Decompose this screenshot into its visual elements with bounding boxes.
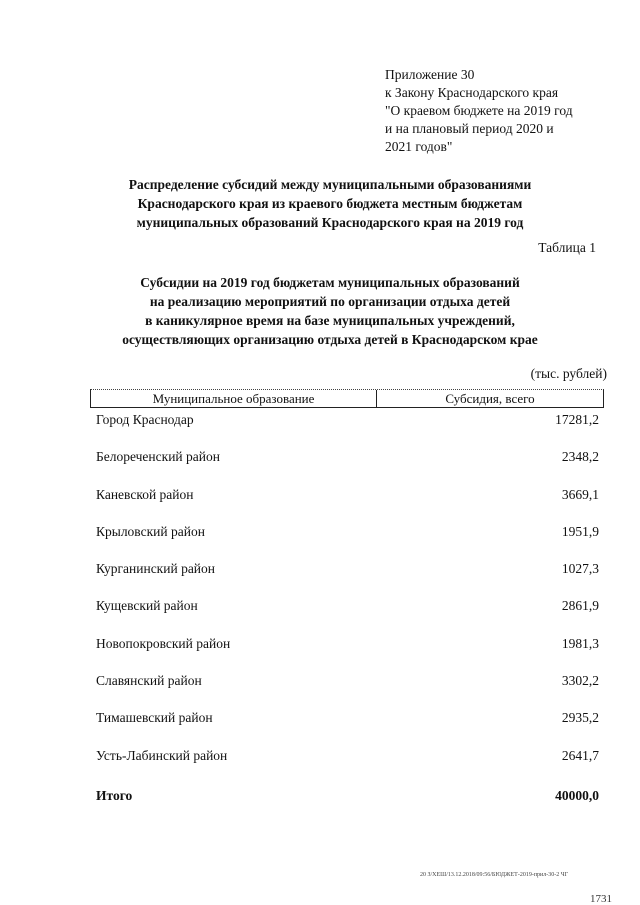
table-row (96, 673, 599, 710)
municipality-name: Тимашевский район (96, 710, 213, 726)
column-header-subsidy: Субсидия, всего (445, 391, 535, 406)
total-label: Итого (96, 788, 133, 803)
table-title-line: на реализацию мероприятий по организации отдыха детей (149, 294, 511, 309)
municipality-name: Курганинский район (96, 561, 216, 577)
municipality-name: Славянский район (96, 673, 202, 689)
table-row (96, 561, 599, 598)
table-title (70, 273, 590, 349)
table-title-line: Субсидии на 2019 год бюджетам муниципальных образований (140, 275, 520, 290)
total-row (96, 788, 599, 808)
table-label: Таблица 1 (538, 240, 596, 255)
municipality-name: Усть-Лабинский район (96, 747, 228, 763)
subsidy-value: 3669,1 (561, 486, 599, 502)
subsidy-value: 1027,3 (561, 561, 599, 577)
appendix-line: 2021 годов" (385, 139, 453, 154)
subsidy-value: 1981,3 (561, 635, 599, 651)
subsidy-value: 2935,2 (561, 710, 599, 726)
page-number: 1731 (590, 893, 612, 905)
table-row (96, 598, 599, 635)
units-label: (тыс. рублей) (530, 366, 607, 381)
title-line: муниципальных образований Краснодарского края на 2019 год (136, 215, 524, 230)
table-row (96, 748, 599, 785)
appendix-line: и на плановый период 2020 и (385, 121, 554, 136)
table-header (90, 389, 604, 408)
municipality-name: Новопокровский район (96, 635, 231, 651)
document-title (70, 175, 590, 232)
municipality-name: Каневской район (96, 486, 194, 502)
title-line: Краснодарского края из краевого бюджета местным бюджетам (137, 196, 523, 211)
table-row (96, 449, 599, 486)
table-row (96, 412, 599, 449)
table-title-line: в каникулярное время на базе муниципальных учреждений, (145, 313, 515, 328)
table-row (96, 636, 599, 673)
municipality-name: Город Краснодар (96, 412, 194, 427)
document-code: 20 З/ХЕШ/13.12.2018/09:56/БЮДЖЕТ-2019-прил-30-2 ЧГ (420, 872, 569, 878)
total-value: 40000,0 (555, 788, 599, 803)
title-line: Распределение субсидий между муниципальными образованиями (128, 177, 532, 192)
appendix-line: к Закону Краснодарского края (385, 85, 559, 100)
subsidy-value: 2641,7 (561, 747, 599, 763)
appendix-line: "О краевом бюджете на 2019 год (385, 103, 573, 118)
table-body (96, 412, 599, 785)
column-header-municipality: Муниципальное образование (91, 390, 377, 407)
subsidy-value: 3302,2 (561, 673, 599, 689)
appendix-line: Приложение 30 (385, 67, 475, 82)
appendix-reference (385, 66, 573, 156)
subsidy-value: 17281,2 (555, 412, 599, 427)
table-row (96, 524, 599, 561)
municipality-name: Кущевский район (96, 598, 198, 614)
subsidy-value: 1951,9 (561, 523, 599, 539)
table-row (96, 710, 599, 747)
subsidy-value: 2861,9 (561, 598, 599, 614)
subsidy-value: 2348,2 (561, 449, 599, 465)
municipality-name: Крыловский район (96, 523, 205, 539)
table-title-line: осуществляющих организацию отдыха детей в Краснодарском крае (122, 332, 538, 347)
municipality-name: Белореченский район (96, 449, 220, 465)
table-row (96, 487, 599, 524)
